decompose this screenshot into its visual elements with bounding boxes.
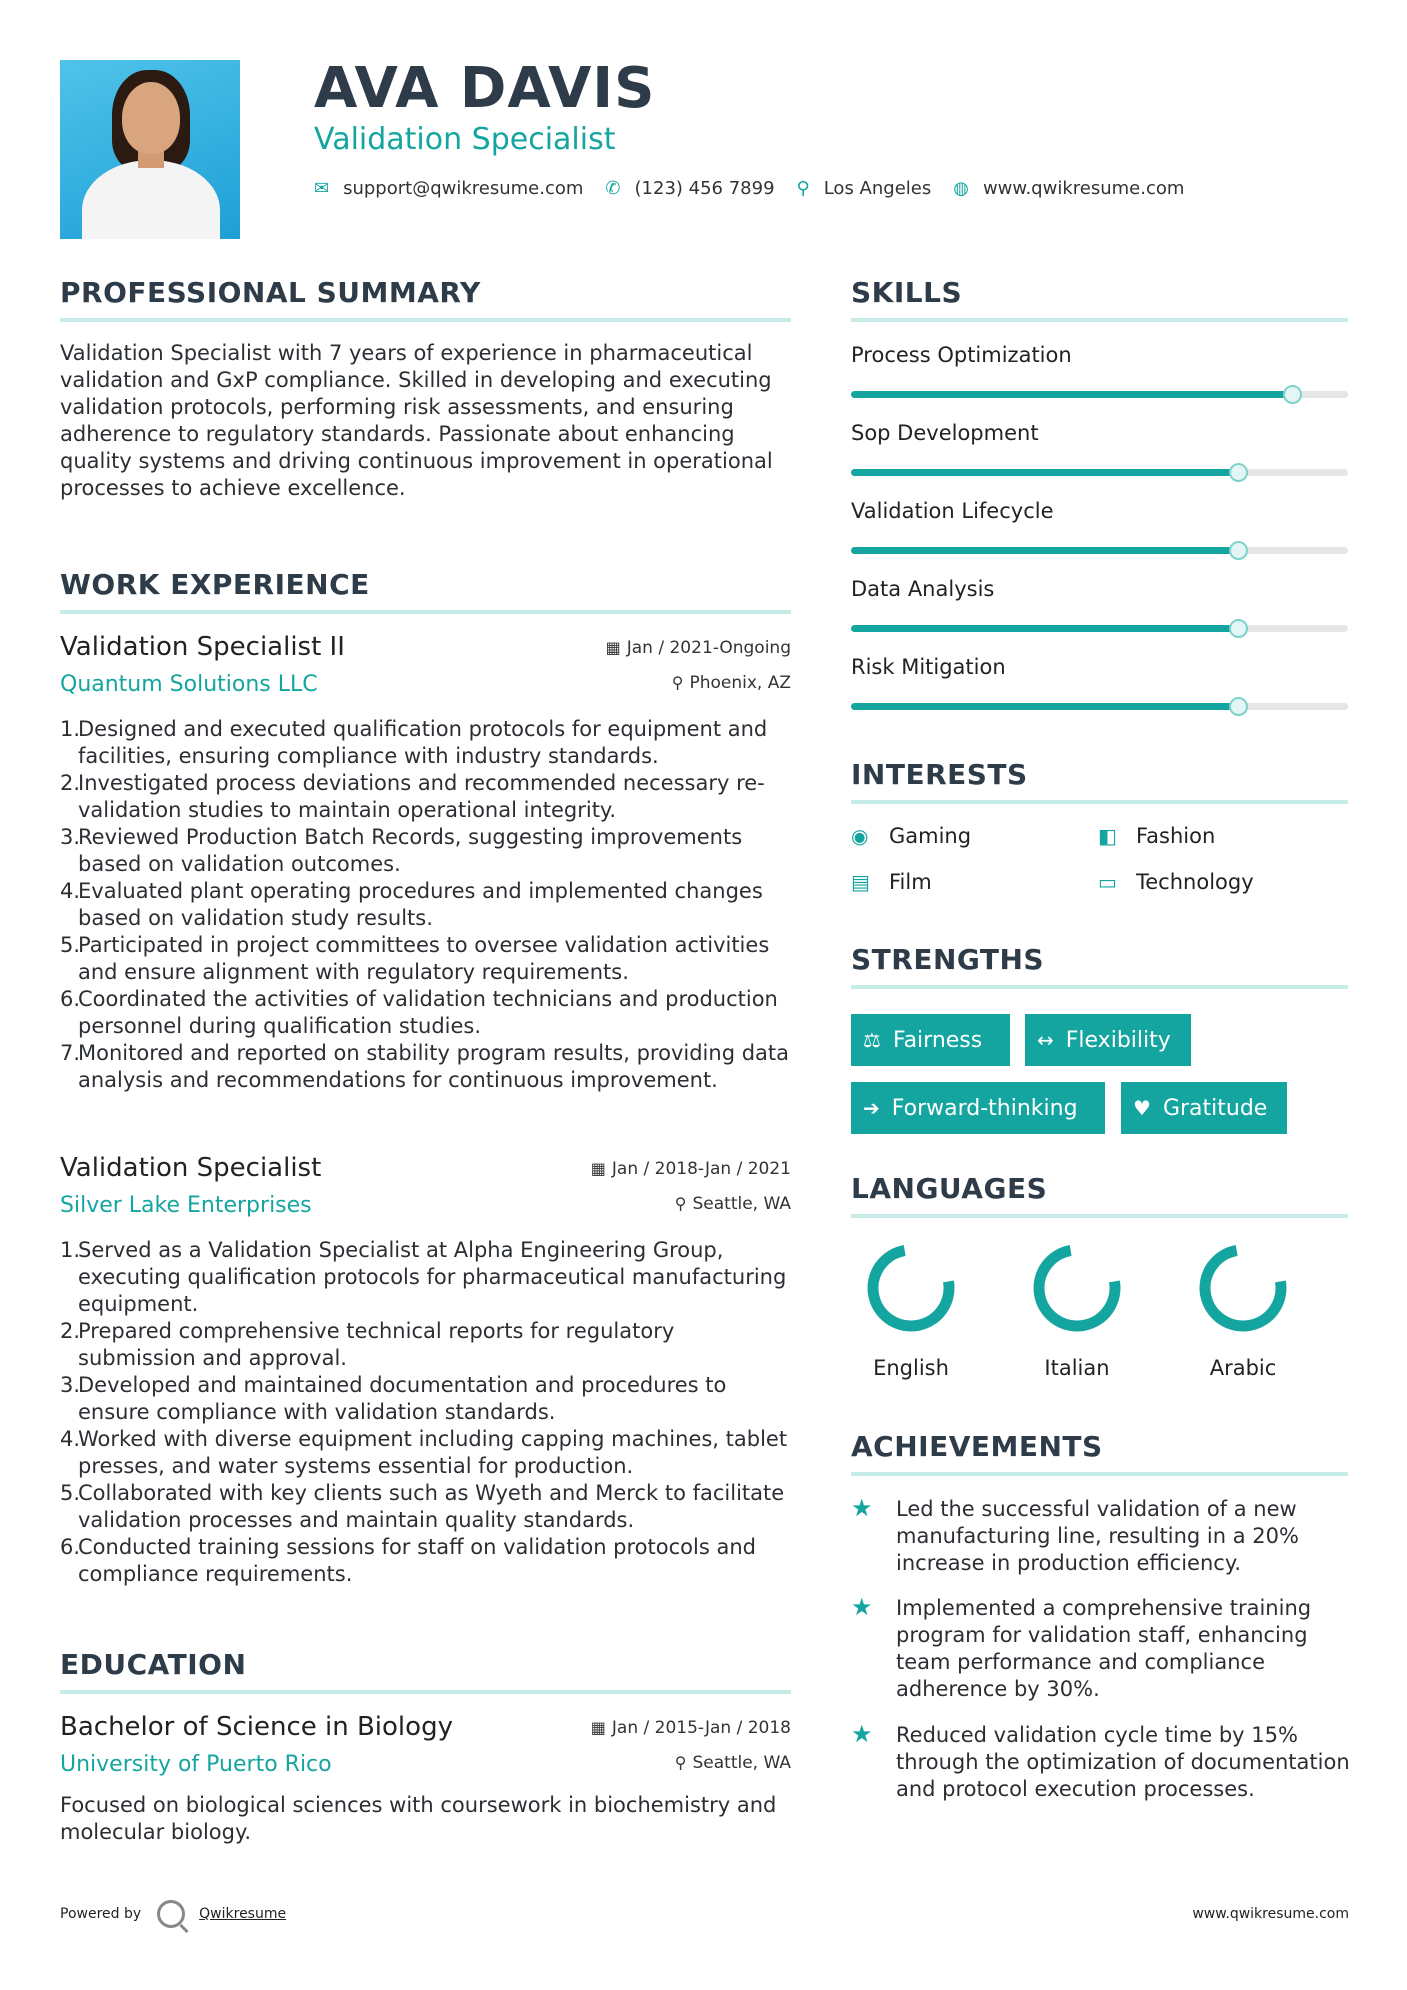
job-company: Quantum Solutions LLC <box>60 672 318 697</box>
achievement-item: ★ Implemented a comprehensive training program for validation staff, enhancing team performance and compliance adherence by 30%. <box>851 1593 1312 1701</box>
skill-label: Sop Development <box>851 421 1039 445</box>
education-location: ⚲ Seattle, WA <box>674 1753 791 1773</box>
language-label: Italian <box>1044 1356 1110 1380</box>
skill-label: Data Analysis <box>851 577 995 601</box>
skill-item <box>851 655 1348 679</box>
star-icon: ★ <box>851 1494 873 1522</box>
language-item <box>1178 1240 1308 1380</box>
contact-email[interactable]: support@qwikresume.com <box>343 178 584 199</box>
list-item: Investigated process deviations and recommended necessary re-validation studies to maintain operational integrity. <box>78 771 765 822</box>
heart-icon: ♥ <box>1133 1096 1151 1120</box>
summary-text: Validation Specialist with 7 years of experience in pharmaceutical validation and GxP compliance. Skilled in developing and executing validation protocols, performing risk assessments, and ensuring adherence to regulatory standards. Passionate about enhancing quality systems and driving continuous improvement in operational processes to achieve excellence. <box>60 341 773 500</box>
job-bullets <box>60 716 795 1094</box>
pin-icon: ⚲ <box>674 1753 687 1772</box>
language-label: Arabic <box>1209 1356 1277 1380</box>
skill-bar-knob <box>1229 463 1248 482</box>
contact-bar <box>314 178 1206 199</box>
candidate-title: Validation Specialist <box>314 122 616 157</box>
strength-chip: ♥ Gratitude <box>1121 1082 1287 1134</box>
achievement-item: ★ Reduced validation cycle time by 15% through the optimization of documentation and protocol execution processes. <box>851 1720 1350 1801</box>
interests-heading: INTERESTS <box>851 758 1028 791</box>
list-item: Served as a Validation Specialist at Alpha Engineering Group, executing qualification protocols for pharmaceutical manufacturing equipment. <box>78 1238 787 1316</box>
footer-site-link[interactable]: www.qwikresume.com <box>1192 1906 1349 1922</box>
skill-bar <box>851 391 1348 398</box>
skills-divider <box>851 318 1348 322</box>
skill-bar-knob <box>1283 385 1302 404</box>
job-location: ⚲ Seattle, WA <box>674 1194 791 1214</box>
strengths-heading: STRENGTHS <box>851 943 1045 976</box>
strengths-divider <box>851 985 1348 989</box>
contact-location: Los Angeles <box>823 178 932 199</box>
skill-label: Validation Lifecycle <box>851 499 1054 523</box>
strength-chip: ➔ Forward-thinking <box>851 1082 1105 1134</box>
candidate-name: AVA DAVIS <box>314 56 656 121</box>
interest-item: ◧ Fashion <box>1098 824 1216 848</box>
job-dates: ▦ Jan / 2018-Jan / 2021 <box>590 1159 791 1179</box>
skill-item <box>851 577 1348 601</box>
experience-heading: WORK EXPERIENCE <box>60 568 370 601</box>
star-icon: ★ <box>851 1593 873 1621</box>
job-location: ⚲ Phoenix, AZ <box>671 673 791 693</box>
languages-heading: LANGUAGES <box>851 1172 1048 1205</box>
summary-divider <box>60 318 791 322</box>
interests-divider <box>851 800 1348 804</box>
interest-item: ▤ Film <box>851 870 932 894</box>
balance-scale-icon: ⚖ <box>863 1028 881 1052</box>
achievements-divider <box>851 1472 1348 1476</box>
skill-item <box>851 421 1348 445</box>
skill-bar <box>851 547 1348 554</box>
skill-bar-fill <box>851 703 1239 710</box>
skill-bar-knob <box>1229 541 1248 560</box>
skill-bar <box>851 469 1348 476</box>
qwikresume-logo-icon <box>157 1900 185 1928</box>
map-marker-icon: ⚲ <box>796 178 810 199</box>
language-level-ring <box>863 1240 959 1336</box>
job-company: Silver Lake Enterprises <box>60 1193 312 1218</box>
strength-chip: ↔ Flexibility <box>1025 1014 1191 1066</box>
skill-label: Risk Mitigation <box>851 655 1006 679</box>
achievements-heading: ACHIEVEMENTS <box>851 1430 1103 1463</box>
skill-bar-fill <box>851 625 1239 632</box>
list-item: Monitored and reported on stability program results, providing data analysis and recommendations for continuous improvement. <box>78 1041 789 1092</box>
job-dates: ▦ Jan / 2021-Ongoing <box>605 638 791 658</box>
skill-bar-fill <box>851 547 1239 554</box>
phone-icon: ✆ <box>605 178 621 199</box>
education-degree: Bachelor of Science in Biology <box>60 1712 453 1742</box>
achievement-item: ★ Led the successful validation of a new manufacturing line, resulting in a 20% increase in production efficiency. <box>851 1494 1299 1575</box>
job-title: Validation Specialist II <box>60 632 345 662</box>
laptop-icon: ▭ <box>1098 870 1117 894</box>
interest-item: ◉ Gaming <box>851 824 972 848</box>
list-item: Designed and executed qualification protocols for equipment and facilities, ensuring compliance with industry standards. <box>78 717 768 768</box>
list-item: Coordinated the activities of validation technicians and production personnel during qualification studies. <box>78 987 778 1038</box>
job-title: Validation Specialist <box>60 1153 322 1183</box>
language-item <box>846 1240 976 1380</box>
skills-heading: SKILLS <box>851 276 963 309</box>
summary-heading: PROFESSIONAL SUMMARY <box>60 276 481 309</box>
education-heading: EDUCATION <box>60 1648 247 1681</box>
language-item <box>1012 1240 1142 1380</box>
skill-bar-knob <box>1229 619 1248 638</box>
experience-divider <box>60 610 791 614</box>
star-icon: ★ <box>851 1720 873 1748</box>
arrow-right-icon: ➔ <box>863 1096 880 1120</box>
skill-bar-fill <box>851 469 1239 476</box>
list-item: Developed and maintained documentation and procedures to ensure compliance with validation standards. <box>78 1373 727 1424</box>
list-item: Worked with diverse equipment including capping machines, tablet presses, and water systems essential for production. <box>78 1427 788 1478</box>
film-icon: ▤ <box>851 870 870 894</box>
education-description: Focused on biological sciences with coursework in biochemistry and molecular biology. <box>60 1793 777 1844</box>
contact-phone: (123) 456 7899 <box>634 178 775 199</box>
calendar-icon: ▦ <box>590 1159 606 1178</box>
strength-chip: ⚖ Fairness <box>851 1014 1010 1066</box>
languages-divider <box>851 1214 1348 1218</box>
footer-powered-by: Powered by Qwikresume <box>60 1900 286 1928</box>
language-level-ring <box>1029 1240 1125 1336</box>
skill-bar-knob <box>1229 697 1248 716</box>
skill-bar <box>851 625 1348 632</box>
education-school: University of Puerto Rico <box>60 1752 332 1777</box>
language-level-ring <box>1195 1240 1291 1336</box>
skill-label: Process Optimization <box>851 343 1072 367</box>
pin-icon: ⚲ <box>671 673 684 692</box>
skill-bar <box>851 703 1348 710</box>
globe-icon: ◍ <box>953 178 969 199</box>
skill-item <box>851 499 1348 523</box>
arrows-horizontal-icon: ↔ <box>1037 1028 1054 1052</box>
skill-bar-fill <box>851 391 1293 398</box>
envelope-icon: ✉ <box>314 178 330 199</box>
footer-brand-link[interactable]: Qwikresume <box>199 1906 287 1922</box>
list-item: Conducted training sessions for staff on validation protocols and compliance requirements. <box>78 1535 756 1586</box>
list-item: Prepared comprehensive technical reports for regulatory submission and approval. <box>78 1319 675 1370</box>
education-divider <box>60 1690 791 1694</box>
pin-icon: ⚲ <box>674 1194 687 1213</box>
gamepad-icon: ◉ <box>851 824 869 848</box>
profile-photo <box>60 60 240 239</box>
list-item: Evaluated plant operating procedures and implemented changes based on validation study results. <box>78 879 763 930</box>
contact-website[interactable]: www.qwikresume.com <box>982 178 1185 199</box>
interest-item: ▭ Technology <box>1098 870 1254 894</box>
job-bullets <box>60 1237 795 1588</box>
list-item: Participated in project committees to oversee validation activities and ensure alignment with regulatory requirements. <box>78 933 770 984</box>
list-item: Collaborated with key clients such as Wyeth and Merck to facilitate validation processes and maintain quality standards. <box>78 1481 785 1532</box>
education-dates: ▦ Jan / 2015-Jan / 2018 <box>590 1718 791 1738</box>
list-item: Reviewed Production Batch Records, suggesting improvements based on validation outcomes. <box>78 825 743 876</box>
shopping-bag-icon: ◧ <box>1098 824 1117 848</box>
skill-item <box>851 343 1348 367</box>
calendar-icon: ▦ <box>590 1718 606 1737</box>
calendar-icon: ▦ <box>605 638 621 657</box>
language-label: English <box>873 1356 949 1380</box>
